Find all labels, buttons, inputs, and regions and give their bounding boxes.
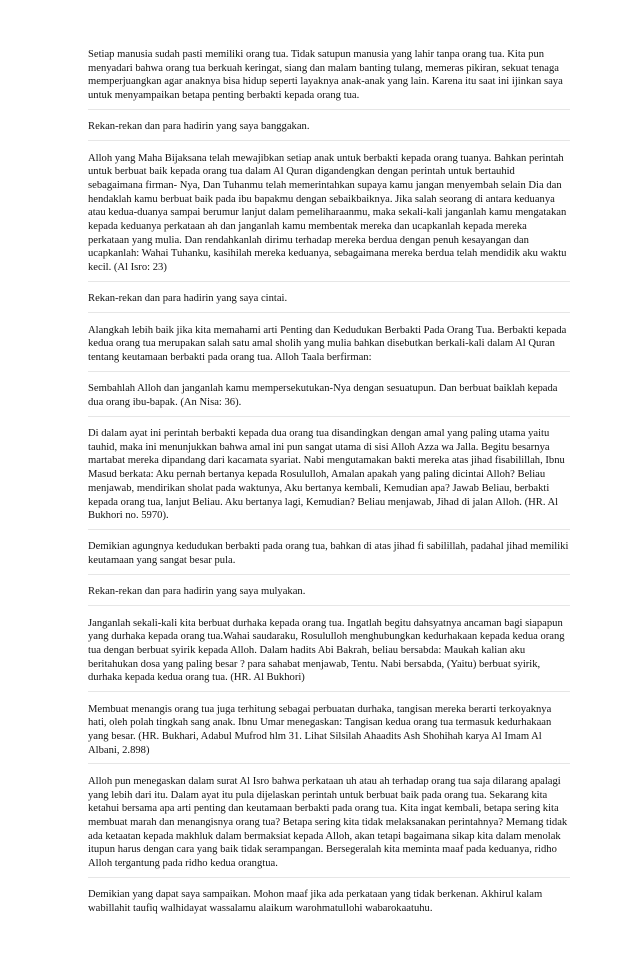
paragraph-greeting-2: Rekan-rekan dan para hadirin yang saya cintai. (88, 292, 570, 313)
paragraph-verse-an-nisa: Sembahlah Alloh dan janganlah kamu mempersekutukan-Nya dengan sesuatupun. Dan berbuat baiklah kepada dua orang ibu-bapak. (An Nisa: 36). (88, 382, 570, 416)
paragraph-closing: Demikian yang dapat saya sampaikan. Mohon maaf jika ada perkataan yang tidak berkenan. Akhirul kalam wabillahit taufiq walhidayat wassalamu alaikum warohmatullohi wabarokaatuhu. (88, 889, 543, 915)
paragraph-greeting-3: Rekan-rekan dan para hadirin yang saya mulyakan. (88, 585, 570, 606)
paragraph-al-isro: Alloh pun menegaskan dalam surat Al Isro bahwa perkataan uh atau ah terhadap orang tua saja dilarang apalagi yang lebih dari itu. Dalam ayat itu pula dijelaskan perintah untuk berbuat baik pada orang tua. Sekarang kita ketahui bersama apa arti penting dan keutamaan berbakti pada orang tua. Kita ingat kembali, betapa sering kita membuat marah dan menangisnya orang tua? Betapa sering kita tidak melaksanakan perintahnya? Memang tidak ada ketaatan kepada makhluk dalam bermaksiat kepada Alloh, akan tetapi bagaimana sikap kita dalam menolak itupun harus dengan cara yang baik tidak serampangan. Bersegeralah kita meminta maaf pada keduanya, ridho Alloh tergantung pada ridho kedua orangtua. (88, 775, 570, 878)
paragraph-tauhid: Di dalam ayat ini perintah berbakti kepada dua orang tua disandingkan dengan amal yang paling utama yaitu tauhid, maka ini menunjukkan bahwa amal ini pun sangat utama di sisi Alloh Azza wa Jalla. Begitu besarnya martabat mereka dipandang dari kacamata syariat. Nabi mengutamakan bakti mereka atas jihad fisabilillah, Ibnu Masud berkata: Aku pernah bertanya kepada Rosululloh, Amalan apakah yang paling dicintai Alloh? Beliau menjawab, mendirikan sholat pada waktunya, Aku bertanya kembali, Kemudian apa? Jawab Beliau, berbakti kepada orang tua, lanjut Beliau. Aku bertanya lagi, Kemudian? Beliau menjawab, Jihad di jalan Alloh. (HR. Al Bukhori no. 5970). (88, 427, 570, 530)
paragraph-durhaka: Janganlah sekali-kali kita berbuat durhaka kepada orang tua. Ingatlah begitu dahsyatnya ancaman bagi siapapun yang durhaka kepada orang tua.Wahai saudaraku, Rosululloh menghubungkan kedurhakaan kepada kedua orang tua dengan berbuat syirik kepada Alloh. Dalam hadits Abi Bakrah, beliau bersabda: Maukah kalian aku beritahukan dosa yang paling besar ? para sahabat menjawab, Tentu. Nabi bersabda, (Yaitu) berbuat syirik, durhaka kepada kedua orang tua. (HR. Al Bukhori) (88, 617, 570, 693)
paragraph-greeting-1: Rekan-rekan dan para hadirin yang saya banggakan. (88, 120, 570, 141)
paragraph-intro: Setiap manusia sudah pasti memiliki orang tua. Tidak satupun manusia yang lahir tanpa orang tua. Kita pun menyadari bahwa orang tua berkuah keringat, siang dan malam banting tulang, memeras pikiran, sekuat tenaga memperjuangkan agar anaknya bisa hidup seperti layaknya anak-anak yang lain. Karena itu saat ini ijinkan saya untuk menyampaikan betapa penting berbakti kepada orang tua. (88, 48, 570, 110)
paragraph-jihad: Demikian agungnya kedudukan berbakti pada orang tua, bahkan di atas jihad fi sabilillah, padahal jihad memiliki keutamaan yang sangat besar pula. (88, 540, 570, 574)
paragraph-menangis: Membuat menangis orang tua juga terhitung sebagai perbuatan durhaka, tangisan mereka berarti terkoyaknya hati, oleh polah tingkah sang anak. Ibnu Umar menegaskan: Tangisan kedua orang tua termasuk kedurhakaan yang besar. (HR. Bukhari, Adabul Mufrod hlm 31. Lihat Silsilah Ahaadits Ash Shohihah karya Al Imam Al Albani, 2.898) (88, 703, 570, 765)
paragraph-importance: Alangkah lebih baik jika kita memahami arti Penting dan Kedudukan Berbakti Pada Orang Tua. Berbakti kepada kedua orang tua merupakan salah satu amal sholih yang mulia bahkan disebutkan berkali-kali dalam Al Quran tentang keutamaan berbakti pada orang tua. Alloh Taala berfirman: (88, 324, 570, 372)
paragraph-duty: Alloh yang Maha Bijaksana telah mewajibkan setiap anak untuk berbakti kepada orang tuanya. Bahkan perintah untuk berbuat baik kepada orang tua dalam Al Quran digandengkan dengan perintah untuk bertauhid sebagaimana firman- Nya, Dan Tuhanmu telah memerintahkan supaya kamu jangan menyembah selain Dia dan hendaklah kamu berbuat baik pada ibu bapakmu dengan sebaikbaiknya. Jika salah seorang di antara keduanya atau kedua-duanya sampai berumur lanjut dalam pemeliharaanmu, maka sekali-kali janganlah kamu mengatakan kepada keduanya perkataan ah dan janganlah kamu membentak mereka dan ucapkanlah kepada mereka perkataan yang mulia. Dan rendahkanlah dirimu terhadap mereka berdua dengan penuh kesayangan dan ucapkanlah: Wahai Tuhanku, kasihilah mereka keduanya, sebagaimana mereka berdua telah mendidik aku waktu kecil. (Al Isro: 23) (88, 152, 570, 282)
